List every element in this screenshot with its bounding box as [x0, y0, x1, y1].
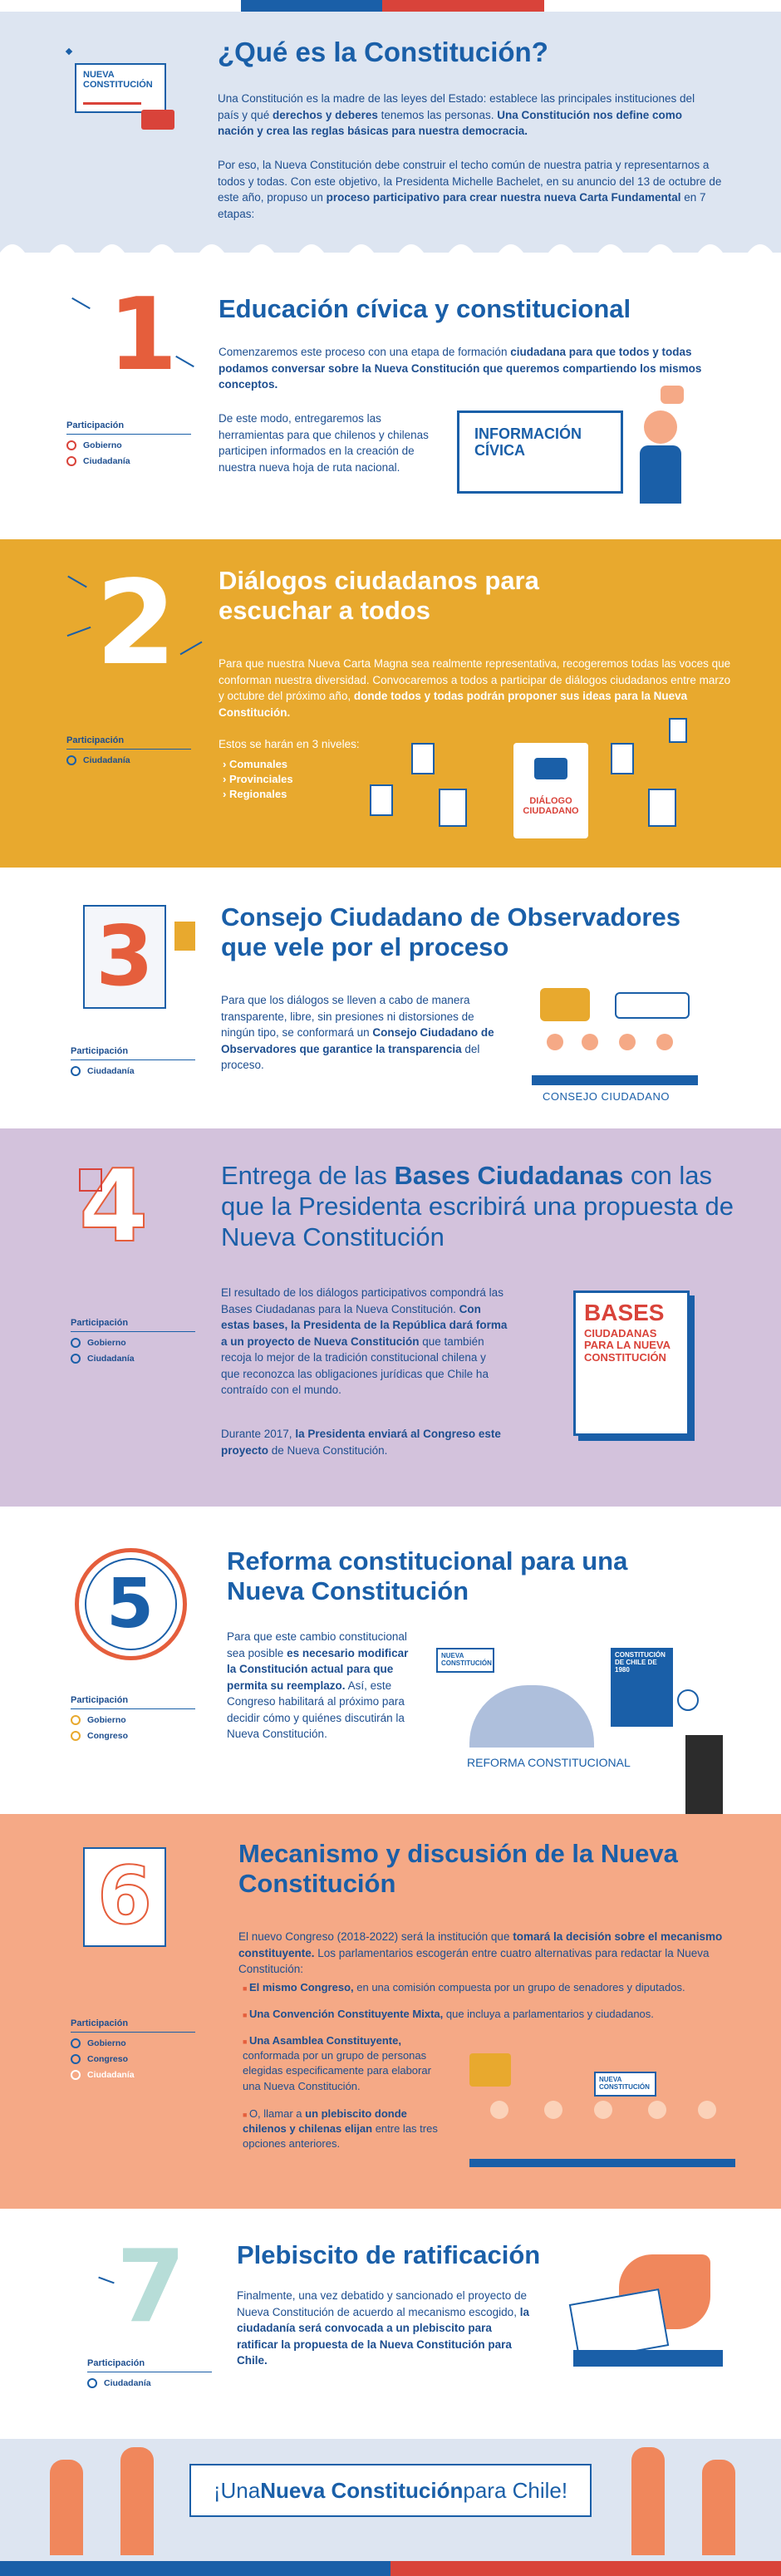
intro-section: [0, 12, 781, 253]
council-bubble-icon: [540, 988, 590, 1021]
flag-bar-blue: [241, 0, 382, 12]
mini-doc-icon: [669, 718, 687, 743]
stage-6-number: 6: [96, 1851, 153, 1942]
stage-7-paragraph-1: Finalmente, una vez debatido y sancionado el proyecto de Nueva Constitución de acuerdo al mecanismo escogido, la ciudadanía será convocada a un plebiscito para ratificar la propuesta de la Nueva Constitución para Chile.: [237, 2289, 529, 2367]
stage-3-tab-icon: [174, 922, 195, 951]
participation-title: Participación: [66, 735, 191, 750]
book-subtitle: CIUDADANAS PARA LA NUEVA CONSTITUCIÓN: [584, 1327, 670, 1364]
bases-book: [573, 1290, 690, 1436]
stage-2-title: Diálogos ciudadanos para escuchar a todos: [219, 566, 539, 625]
badge-label: NUEVA CONSTITUCIÓN: [83, 70, 153, 91]
hand-pen-icon: [120, 2447, 154, 2555]
stage-6-title: Mecanismo y discusión de la Nueva Constitución: [238, 1839, 678, 1898]
stage-7-number: 7: [116, 2229, 186, 2345]
check-icon: [71, 2070, 81, 2080]
assembly-sign: NUEVA CONSTITUCIÓN: [594, 2072, 656, 2097]
badge-stars-icon: [66, 48, 72, 55]
teacher-body: [640, 445, 681, 504]
check-icon: [66, 456, 76, 466]
stage-3-section: [0, 868, 781, 1128]
assembly-person: [490, 2101, 508, 2119]
stage-1-title: Educación cívica y constitucional: [219, 294, 631, 323]
stage-1-section: [0, 253, 781, 539]
doc-header-icon: [534, 758, 567, 779]
wave-divider: [0, 236, 781, 253]
stage-1-spark-icon: [71, 297, 91, 309]
congress-caption: REFORMA CONSTITUCIONAL: [467, 1756, 631, 1769]
stage-2-section: [0, 539, 781, 868]
stage-7-participation: [87, 2358, 212, 2394]
footer-banner: ¡Una Nueva Constitución para Chile!: [189, 2464, 592, 2517]
check-icon: [71, 1731, 81, 1741]
new-constitution-sign: NUEVA CONSTITUCIÓN: [436, 1648, 494, 1673]
council-person: [656, 1034, 673, 1050]
mini-doc-icon: [611, 743, 634, 774]
level-item: › Comunales: [223, 758, 293, 770]
stage-3-title: Consejo Ciudadano de Observadores que vele por el proceso: [221, 902, 680, 961]
stage-4-number: 4: [79, 1149, 149, 1265]
participation-item-gobierno: Gobierno: [71, 2038, 195, 2048]
check-icon: [71, 1715, 81, 1725]
participation-title: Participación: [71, 1046, 195, 1060]
intro-paragraph-1: Una Constitución es la madre de las leyes del Estado: establece las principales instituciones del país y qué derechos y deberes tenemos las personas. Una Constitución nos define como nación y crea las reglas básicas para nuestra democracia.: [218, 92, 695, 138]
option-2: ■ Una Convención Constituyente Mixta, que incluya a parlamentarios y ciudadanos.: [243, 2007, 733, 2022]
stage-5-participation: [71, 1695, 195, 1747]
participation-item-congreso: Congreso: [71, 2054, 195, 2064]
badge-stamp-icon: [141, 110, 174, 130]
check-icon: [71, 1338, 81, 1348]
footer-section: [0, 2439, 781, 2576]
old-constitution-book: [611, 1648, 673, 1727]
stage-1-participation: [66, 420, 191, 472]
mini-doc-icon: [648, 789, 676, 827]
check-icon: [66, 440, 76, 450]
stage-3-participation: [71, 1046, 195, 1082]
check-icon: [71, 1066, 81, 1076]
stage-7-title: Plebiscito de ratificación: [237, 2240, 541, 2269]
stage-4-section: [0, 1128, 781, 1507]
council-bubble-icon: [615, 992, 690, 1019]
stage-4-paragraph-2: Durante 2017, la Presidenta enviará al Congreso este proyecto de Nueva Constitución.: [221, 1428, 501, 1457]
participation-item-ciudadania: Ciudadanía: [71, 1066, 195, 1076]
stage-4-square-icon: [79, 1168, 102, 1192]
intro-paragraph-2: Por eso, la Nueva Constitución debe construir el techo común de nuestra patria y representarnos a todos y todas. Con este objetivo, la Presidenta Michelle Bachelet, en su anuncio del 13 de octubre de este año, propuso un proceso participativo para crear nuestra nueva Carta Fundamental en 7 etapas:: [218, 159, 722, 220]
ballot-box: [573, 2350, 723, 2367]
participation-item-congreso: Congreso: [71, 1731, 195, 1741]
stage-2-levels-list: [223, 755, 293, 803]
congress-building: [469, 1685, 594, 1748]
stage-5-number: 5: [106, 1565, 155, 1644]
participation-item-ciudadania: Ciudadanía: [66, 456, 191, 466]
stage-2-levels-intro: Estos se harán en 3 niveles:: [219, 738, 360, 750]
participation-title: Participación: [71, 2018, 195, 2033]
stage-7-section: [0, 2209, 781, 2439]
participation-title: Participación: [71, 1695, 195, 1709]
stage-5-paragraph-1: Para que este cambio constitucional sea posible es necesario modificar la Constitución actual para que permita su reemplazo. Así, este Congreso habilitará al próximo para decidir cómo y quiénes discutirán la Nueva Constitución.: [227, 1630, 409, 1741]
participation-title: Participación: [66, 420, 191, 435]
stage-6-paragraph-1: El nuevo Congreso (2018-2022) será la institución que tomará la decisión sobre el mecanismo constituyente. Los parlamentarios escogerán entre cuatro alternativas para redactar la Nueva Constitución:: [238, 1930, 723, 1976]
civic-info-board: [457, 410, 623, 494]
old-book-label: CONSTITUCIÓN DE CHILE DE 1980: [615, 1651, 666, 1674]
council-person: [547, 1034, 563, 1050]
participation-item-gobierno: Gobierno: [71, 1715, 195, 1725]
stage-2-spark-icon-3: [180, 642, 203, 656]
assembly-table: [469, 2159, 735, 2167]
board-label: INFORMACIÓN CÍVICA: [474, 425, 582, 459]
stage-1-spark-icon-2: [175, 356, 194, 367]
mini-doc-icon: [439, 789, 467, 827]
hand-pencil-icon: [50, 2460, 83, 2555]
participation-item-ciudadania: Ciudadanía: [71, 1354, 195, 1364]
participation-item-gobierno: Gobierno: [71, 1338, 195, 1348]
doc-label: DIÁLOGO CIUDADANO: [523, 796, 579, 817]
hand-pencil-icon: [702, 2460, 735, 2555]
participation-item-gobierno: Gobierno: [66, 440, 191, 450]
stage-2-spark-icon: [67, 576, 87, 588]
assembly-person: [594, 2101, 612, 2119]
flag-bar-red: [382, 0, 544, 12]
constitution-badge: [75, 63, 166, 113]
mini-doc-icon: [411, 743, 435, 774]
dialogue-document: [513, 743, 588, 838]
teacher-figure: [644, 410, 677, 444]
level-item: › Regionales: [223, 788, 293, 800]
stage-2-spark-icon-2: [67, 627, 91, 637]
stage-4-title: Entrega de las Bases Ciudadanas con las que la Presidenta escribirá una propuesta de Nueva Constitución: [221, 1161, 734, 1252]
check-icon: [66, 755, 76, 765]
stage-3-paragraph-1: Para que los diálogos se lleven a cabo de manera transparente, libre, sin presiones ni distorsiones de ningún tipo, se conformará un Consejo Ciudadano de Observadores que garantice la transparencia del proceso.: [221, 994, 494, 1072]
participation-item-ciudadania: Ciudadanía: [71, 2070, 195, 2080]
mini-doc-icon: [370, 784, 393, 816]
assembly-person: [648, 2101, 666, 2119]
participation-item-ciudadania: Ciudadanía: [66, 755, 191, 765]
assembly-person: [698, 2101, 716, 2119]
option-1: ■ El mismo Congreso, en una comisión compuesta por un grupo de senadores y diputados.: [243, 1980, 733, 1995]
participation-title: Participación: [87, 2358, 212, 2372]
book-title: BASES: [584, 1300, 665, 1325]
stage-6-number-card: [83, 1847, 166, 1947]
stage-1-number: 1: [108, 278, 178, 393]
stage-4-paragraph-1: El resultado de los diálogos participativos compondrá las Bases Ciudadanas para la Nueva Constitución. Con estas bases, la Presidenta de la República dará forma a un proyecto de Nueva Constitución que también recoja lo mejor de la tradición constitucional chilena y que reconozca las obligaciones jurídicas que Chile ha contraído con el mundo.: [221, 1286, 508, 1397]
council-table: [532, 1075, 698, 1085]
stage-6-section: [0, 1814, 781, 2209]
check-icon: [71, 1354, 81, 1364]
stage-5-title: Reforma constitucional para una Nueva Constitución: [227, 1546, 628, 1605]
no-icon: [677, 1689, 699, 1711]
speech-bubble-icon: [661, 386, 684, 404]
hand-pen-icon: [685, 1735, 723, 1814]
stage-6-participation: [71, 2018, 195, 2086]
stage-3-number: 3: [96, 907, 154, 1005]
intro-title: ¿Qué es la Constitución?: [218, 37, 548, 67]
footer-flag-blue: [0, 2561, 390, 2576]
stage-1-paragraph-1: Comenzaremos este proceso con una etapa de formación ciudadana para que todos y todas podamos conversar sobre la Nueva Constitución que queremos compartiendo los mismos conceptos.: [219, 346, 702, 391]
stage-3-number-card: [83, 905, 166, 1009]
check-icon: [71, 2038, 81, 2048]
council-person: [619, 1034, 636, 1050]
option-4: ■ O, llamar a un plebiscito donde chilenos y chilenas elijan entre las tres opciones anteriores.: [243, 2107, 450, 2152]
council-caption: CONSEJO CIUDADANO: [543, 1090, 670, 1103]
participation-title: Participación: [71, 1318, 195, 1332]
stage-5-section: [0, 1507, 781, 1814]
hand-pen-icon: [631, 2447, 665, 2555]
stage-2-paragraph-1: Para que nuestra Nueva Carta Magna sea realmente representativa, recogeremos todas las voces que conforman nuestra diversidad. Convocaremos a todos a participar de diálogos ciudadanos entre marzo y octubre del próximo año, donde todos y todas podrán proponer sus ideas para la Nueva Constitución.: [219, 657, 731, 719]
option-3: ■ Una Asamblea Constituyente, conformada por un grupo de personas elegidas especificamente para elaborar una Nueva Constitución.: [243, 2033, 450, 2094]
stage-2-participation: [66, 735, 191, 771]
stage-1-paragraph-2: De este modo, entregaremos las herramientas para que chilenos y chilenas participen informados en la creación de nuestra nueva hoja de ruta nacional.: [219, 412, 429, 474]
assembly-person: [544, 2101, 562, 2119]
check-icon: [87, 2378, 97, 2388]
stage-2-number: 2: [96, 556, 177, 691]
council-person: [582, 1034, 598, 1050]
check-icon: [71, 2054, 81, 2064]
stage-7-spark-icon: [98, 2277, 114, 2284]
level-item: › Provinciales: [223, 773, 293, 785]
footer-flag-red: [390, 2561, 781, 2576]
stage-4-participation: [71, 1318, 195, 1369]
assembly-bubble-icon: [469, 2053, 511, 2087]
participation-item-ciudadania: Ciudadanía: [87, 2378, 212, 2388]
